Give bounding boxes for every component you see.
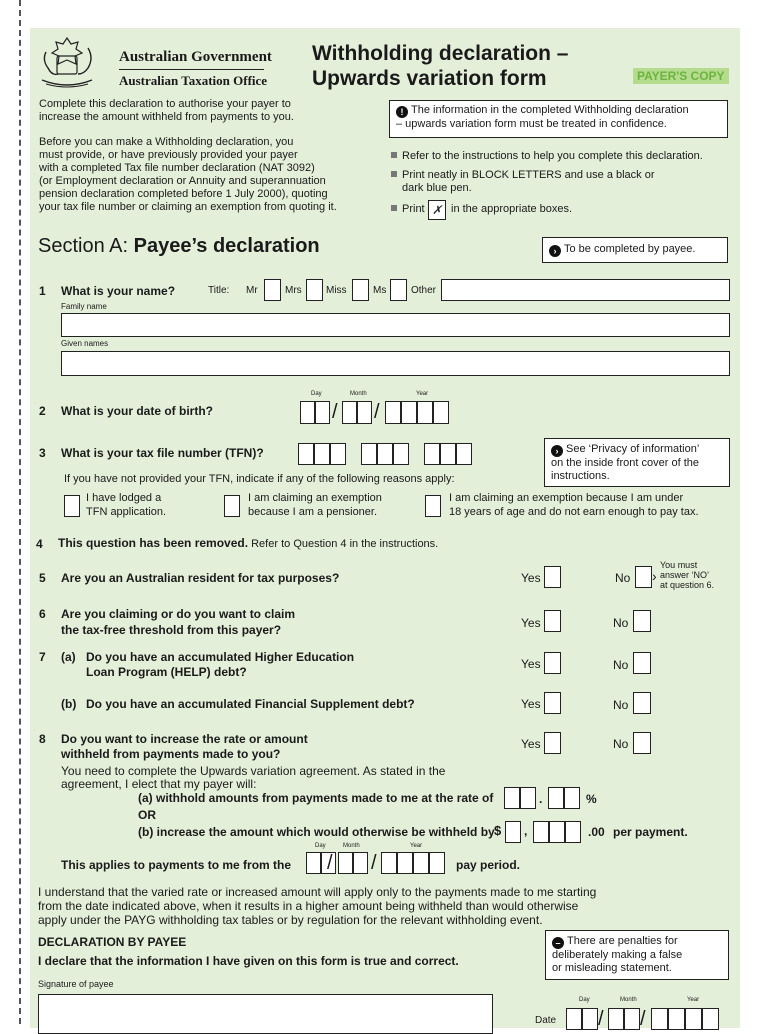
tfn-hint: If you have not provided your TFN, indicate if any of the following reasons apply: (64, 473, 455, 485)
q2-text: What is your date of birth? (61, 404, 213, 418)
tfn-under18-checkbox[interactable] (425, 495, 441, 517)
date-separator: / (598, 1008, 604, 1030)
q3-text: What is your tax file number (TFN)? (61, 446, 264, 460)
sign-year-digit[interactable] (685, 1008, 702, 1030)
rate-whole-digit[interactable] (504, 787, 520, 809)
start-year-label: Year (410, 843, 423, 849)
date-separator: / (371, 852, 377, 874)
dob-year-label: Year (416, 391, 429, 397)
q8-number: 8 (39, 732, 46, 746)
instruction-item-3-post: in the appropriate boxes. (451, 203, 573, 215)
form-sheet (30, 28, 740, 1028)
q7a-line1: Do you have an accumulated Higher Education (86, 650, 355, 664)
tfn-pensioner-checkbox[interactable] (224, 495, 240, 517)
instruction-item-2: Print neatly in BLOCK LETTERS and use a black or (391, 169, 655, 182)
q7b-label: (b) (61, 697, 77, 711)
q7a-label: (a) (61, 650, 76, 664)
tfn-digit[interactable] (440, 443, 456, 465)
tfn-digit[interactable] (330, 443, 346, 465)
q8-agree-line1: You need to complete the Upwards variation agreement. As stated in the (61, 764, 446, 778)
rate-decimal-digit[interactable] (564, 787, 580, 809)
arrow-right-icon: › (549, 245, 561, 257)
q4-number: 4 (36, 537, 43, 551)
family-name-field[interactable] (61, 313, 730, 337)
arrow-right-icon: › (652, 568, 657, 584)
percent-sign: % (586, 792, 597, 806)
q6-number: 6 (39, 607, 46, 621)
section-heading: Section A: Payee’s declaration (38, 235, 320, 257)
privacy-note: › See ‘Privacy of information’ on the inside front cover of the instructions. (544, 438, 730, 487)
start-year-digit[interactable] (397, 852, 413, 874)
sample-cross-box: ✗ (428, 200, 446, 220)
sign-month-digit[interactable] (624, 1008, 640, 1030)
dob-day-digit[interactable] (315, 401, 330, 424)
q7b-no-label: No (613, 698, 629, 712)
form-title-line2: Upwards variation form (312, 67, 547, 90)
q8-line2: withheld from payments made to you? (61, 747, 281, 761)
q8-yes-label: Yes (521, 737, 541, 751)
q8-option-a: (a) withhold amounts from payments made to me at the rate of (138, 791, 494, 805)
arrow-right-icon: › (551, 445, 563, 457)
sign-month-digit[interactable] (608, 1008, 624, 1030)
title-mrs-label: Mrs (285, 285, 302, 296)
amount-digit[interactable] (505, 821, 521, 843)
sign-year-digit[interactable] (702, 1008, 719, 1030)
q8-agree-line2: agreement, I elect that my payer will: (61, 777, 257, 791)
title-miss-checkbox[interactable] (352, 279, 369, 301)
dob-year-digit[interactable] (433, 401, 449, 424)
ato-name: Australian Taxation Office (119, 73, 268, 88)
intro-p2-line3: with a completed Tax file number declaration (NAT 3092) (39, 162, 315, 174)
declaration-text: I declare that the information I have given on this form is true and correct. (38, 954, 459, 968)
date-separator: / (374, 401, 380, 423)
sign-year-label: Year (687, 997, 700, 1003)
q8-no-label: No (613, 737, 629, 751)
tfn-digit[interactable] (424, 443, 440, 465)
date-separator: / (327, 852, 333, 874)
q5-number: 5 (39, 571, 46, 585)
tfn-opt1-line1: I have lodged a (86, 492, 162, 504)
header-divider (119, 69, 264, 70)
date-label: Date (535, 1015, 557, 1026)
dob-month-digit[interactable] (357, 401, 372, 424)
understand-line3: apply under the PAYG withholding tax tables or by regulation for the relevant withholding event. (38, 913, 543, 927)
q5-text: Are you an Australian resident for tax purposes? (61, 571, 340, 585)
tfn-digit[interactable] (393, 443, 409, 465)
instruction-item-1: Refer to the instructions to help you complete this declaration. (391, 150, 703, 163)
q8-line1: Do you want to increase the rate or amount (61, 732, 308, 746)
date-separator: / (640, 1008, 646, 1030)
dob-year-digit[interactable] (385, 401, 401, 424)
given-names-label: Given names (61, 339, 109, 348)
sign-day-digit[interactable] (566, 1008, 582, 1030)
q1-number: 1 (39, 284, 46, 298)
confidential-notice (389, 100, 728, 138)
signature-field[interactable] (38, 994, 493, 1034)
decimal-point: . (539, 792, 543, 806)
q6-no-label: No (613, 616, 629, 630)
pay-period-label: pay period. (456, 858, 521, 872)
thousands-comma: , (524, 824, 528, 838)
exclamation-icon: ! (396, 106, 408, 118)
dollar-sign: $ (494, 823, 502, 838)
q7b-yes-checkbox[interactable] (544, 692, 561, 714)
coat-of-arms-icon (38, 34, 96, 90)
payers-copy-badge: PAYER'S COPY (633, 68, 729, 84)
instruction-item-2-cont: dark blue pen. (402, 182, 472, 194)
sign-year-digit[interactable] (668, 1008, 685, 1030)
title-ms-label: Ms (373, 285, 387, 296)
start-day-digit[interactable] (306, 852, 321, 874)
q7a-line2: Loan Program (HELP) debt? (86, 665, 247, 679)
gov-name: Australian Government (119, 49, 272, 65)
start-year-digit[interactable] (429, 852, 445, 874)
penalty-note: – There are penalties for deliberately making a false or misleading statement. (545, 930, 729, 980)
understand-line1: I understand that the varied rate or increased amount will apply only to the payments made to me starting (38, 885, 597, 899)
q7-number: 7 (39, 650, 46, 664)
q8-no-checkbox[interactable] (633, 732, 651, 754)
intro-p2-line6: your tax file number or claiming an exemption from quoting it. (39, 201, 337, 213)
q7b-no-checkbox[interactable] (633, 692, 651, 714)
title-label: Title: (208, 285, 230, 296)
per-payment-label: per payment. (613, 825, 688, 839)
q6-line1: Are you claiming or do you want to claim (61, 607, 296, 621)
q5-yes-label: Yes (521, 571, 541, 585)
tfn-opt3-line2: 18 years of age and do not earn enough to pay tax. (449, 506, 699, 518)
title-mr-label: Mr (246, 285, 258, 296)
dob-month-digit[interactable] (342, 401, 357, 424)
perforation-line (19, 0, 21, 1024)
q4-text: This question has been removed. Refer to Question 4 in the instructions. (58, 536, 439, 550)
q6-line2: the tax-free threshold from this payer? (61, 623, 282, 637)
q6-yes-checkbox[interactable] (544, 610, 561, 632)
amount-digit[interactable] (549, 821, 565, 843)
intro-p2-line1: Before you can make a Withholding declaration, you (39, 136, 294, 148)
q7b-yes-label: Yes (521, 697, 541, 711)
intro-p1-line1: Complete this declaration to authorise your payer to (39, 98, 291, 110)
dob-year-digit[interactable] (401, 401, 417, 424)
start-month-digit[interactable] (338, 852, 353, 874)
amount-cents: .00 (588, 825, 605, 839)
intro-p2-line4: (or Employment declaration or Annuity and superannuation (39, 175, 326, 187)
tfn-opt2-line2: because I am a pensioner. (248, 506, 378, 518)
q1-text: What is your name? (61, 284, 176, 298)
q7a-no-checkbox[interactable] (633, 652, 651, 674)
minus-icon: – (552, 937, 564, 949)
q6-no-checkbox[interactable] (633, 610, 651, 632)
rate-decimal-digit[interactable] (548, 787, 564, 809)
q6-yes-label: Yes (521, 616, 541, 630)
understand-line2: from the date indicated above, when it results in a higher amount being withheld than would otherwise (38, 899, 579, 913)
signature-label: Signature of payee (38, 979, 114, 989)
tfn-digit[interactable] (298, 443, 314, 465)
instruction-item-3: Print (391, 203, 425, 216)
q8-or: OR (138, 808, 156, 822)
tfn-digit[interactable] (456, 443, 472, 465)
intro-p2-line2: must provide, or have previously provided your payer (39, 149, 298, 161)
title-mr-checkbox[interactable] (264, 279, 281, 301)
intro-p2-line5: pension declaration completed before 1 July 2000), quoting (39, 188, 328, 200)
tfn-lodged-checkbox[interactable] (64, 495, 80, 517)
rate-whole-digit[interactable] (520, 787, 536, 809)
start-year-digit[interactable] (381, 852, 397, 874)
q7a-yes-checkbox[interactable] (544, 652, 561, 674)
date-separator: / (332, 401, 338, 423)
given-names-field[interactable] (61, 351, 730, 376)
q3-number: 3 (39, 446, 46, 460)
q2-number: 2 (39, 404, 46, 418)
form-title-line1: Withholding declaration – (312, 42, 569, 65)
applies-from-label: This applies to payments to me from the (61, 858, 292, 872)
dob-day-digit[interactable] (300, 401, 315, 424)
start-year-digit[interactable] (413, 852, 429, 874)
amount-digit[interactable] (533, 821, 549, 843)
intro-p1-line2: increase the amount withheld from payments to you. (39, 111, 294, 123)
q7a-yes-label: Yes (521, 657, 541, 671)
start-month-label: Month (343, 843, 360, 849)
q7a-no-label: No (613, 658, 629, 672)
q5-no-label: No (615, 571, 631, 585)
q5-yes-checkbox[interactable] (544, 566, 561, 588)
dob-month-label: Month (350, 391, 367, 397)
tfn-opt2-line1: I am claiming an exemption (248, 492, 382, 504)
declaration-heading: DECLARATION BY PAYEE (38, 935, 187, 949)
notice-line1: The information in the completed Withholding declaration (411, 104, 689, 116)
family-name-label: Family name (61, 302, 107, 311)
amount-digit[interactable] (565, 821, 581, 843)
tfn-opt1-line2: TFN application. (86, 506, 167, 518)
start-month-digit[interactable] (353, 852, 368, 874)
dob-day-label: Day (311, 391, 322, 397)
title-ms-checkbox[interactable] (390, 279, 407, 301)
tfn-opt3-line1: I am claiming an exemption because I am under (449, 492, 684, 504)
tfn-digit[interactable] (314, 443, 330, 465)
tfn-digit[interactable] (377, 443, 393, 465)
sign-year-digit[interactable] (651, 1008, 668, 1030)
title-mrs-checkbox[interactable] (306, 279, 323, 301)
q8-yes-checkbox[interactable] (544, 732, 561, 754)
title-miss-label: Miss (326, 285, 347, 296)
start-day-label: Day (315, 843, 326, 849)
sign-day-label: Day (579, 997, 590, 1003)
title-other-label: Other (411, 285, 437, 296)
sign-day-digit[interactable] (582, 1008, 598, 1030)
notice-line2: – upwards variation form must be treated in confidence. (396, 118, 667, 130)
sign-month-label: Month (620, 997, 637, 1003)
to-be-completed-note: › To be completed by payee. (542, 237, 728, 263)
q5-no-checkbox[interactable] (635, 566, 652, 588)
tfn-digit[interactable] (361, 443, 377, 465)
q5-note: You must answer ‘NO’ at question 6. (660, 560, 715, 590)
title-other-field[interactable] (441, 279, 730, 301)
q8-option-b: (b) increase the amount which would otherwise be withheld by (138, 825, 495, 839)
q7b-text: Do you have an accumulated Financial Supplement debt? (86, 697, 415, 711)
dob-year-digit[interactable] (417, 401, 433, 424)
